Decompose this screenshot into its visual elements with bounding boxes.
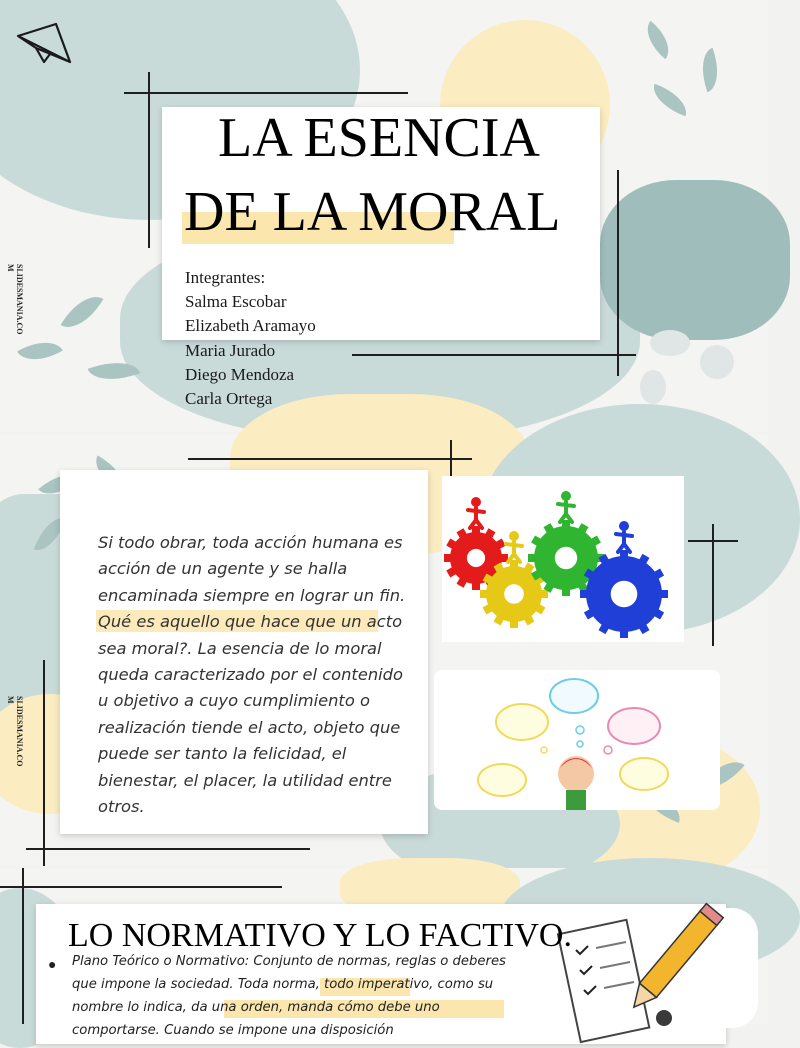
gear-hole — [555, 547, 577, 569]
person-head — [561, 491, 571, 501]
leaf-decoration — [648, 84, 692, 116]
bullet-body: Conjunto de normas, reglas o deberes que impone la sociedad. Toda norma, todo imperativo, como su nombre lo indica, da una orden, manda cómo debe uno comportarse. Cuando se impone una disposición — [72, 954, 506, 1038]
member-name: Maria Jurado — [185, 340, 276, 360]
leaf-decoration — [694, 48, 726, 92]
decor-line — [352, 354, 636, 356]
decor-line — [188, 458, 472, 460]
decor-line — [450, 440, 452, 480]
decor-line — [124, 92, 408, 94]
decor-line — [617, 170, 619, 376]
title-line-1: LA ESENCIA — [218, 107, 540, 169]
person-body — [558, 502, 574, 522]
decor-line — [688, 540, 738, 542]
member-name: Salma Escobar — [185, 292, 287, 312]
members-heading: Integrantes: — [185, 268, 266, 287]
decor-line — [43, 660, 45, 866]
side-label: SLIDESMANIA.CO M — [6, 696, 24, 767]
person-head — [509, 531, 519, 541]
person-body — [468, 508, 484, 528]
decor-line — [26, 848, 310, 850]
bullet-lead: Plano Teórico o Normativo: — [72, 954, 250, 969]
bg-blob — [600, 180, 790, 340]
bg-dot — [650, 330, 690, 356]
thought-bubbles-image — [434, 670, 720, 810]
person-body — [616, 532, 632, 552]
bullet-paragraph — [72, 950, 522, 1042]
bg-dot — [640, 370, 666, 404]
leaf-decoration — [61, 287, 104, 337]
decor-line — [712, 524, 714, 646]
member-name: Carla Ortega — [185, 389, 273, 409]
slide-normativo — [0, 868, 768, 1038]
thought-bubbles-icon — [434, 670, 720, 810]
gear-hole — [467, 549, 485, 567]
leaf-decoration — [17, 331, 63, 370]
bg-dot — [700, 345, 734, 379]
paper-plane-icon — [16, 18, 72, 66]
bullet-dot: ● — [48, 956, 57, 972]
decor-line — [22, 868, 24, 1024]
members-list — [185, 266, 316, 411]
section-title: LO NORMATIVO Y LO FACTIVO. — [68, 917, 572, 954]
member-name: Elizabeth Aramayo — [185, 316, 316, 336]
side-label: SLIDESMANIA.CO M — [6, 264, 24, 335]
slide-title — [0, 0, 768, 432]
person-head — [471, 497, 481, 507]
person-body — [506, 542, 522, 562]
esencia-paragraph: Si todo obrar, toda acción humana es acción de un agente y se halla encaminada siempre en lograr un fin. Qué es aquello que hace que un acto sea moral?. La esencia de lo moral queda caracterizado por el contenido u objetivo a cuyo cumplimiento o realización tiende el acto, objeto que puede ser tanto la felicidad, el bienestar, el placer, la utilidad entre otros. — [98, 533, 406, 817]
gear-hole — [504, 584, 524, 604]
gear-hole — [611, 581, 638, 608]
decor-line — [0, 886, 282, 888]
member-name: Diego Mendoza — [185, 364, 295, 384]
gears-people-icon — [442, 476, 684, 642]
leaf-decoration — [638, 21, 678, 59]
title-line-2: DE LA MORAL — [184, 181, 561, 243]
slide-esencia — [0, 434, 768, 866]
decor-line — [148, 72, 150, 248]
gears-people-image — [442, 476, 684, 642]
person-head — [619, 521, 629, 531]
